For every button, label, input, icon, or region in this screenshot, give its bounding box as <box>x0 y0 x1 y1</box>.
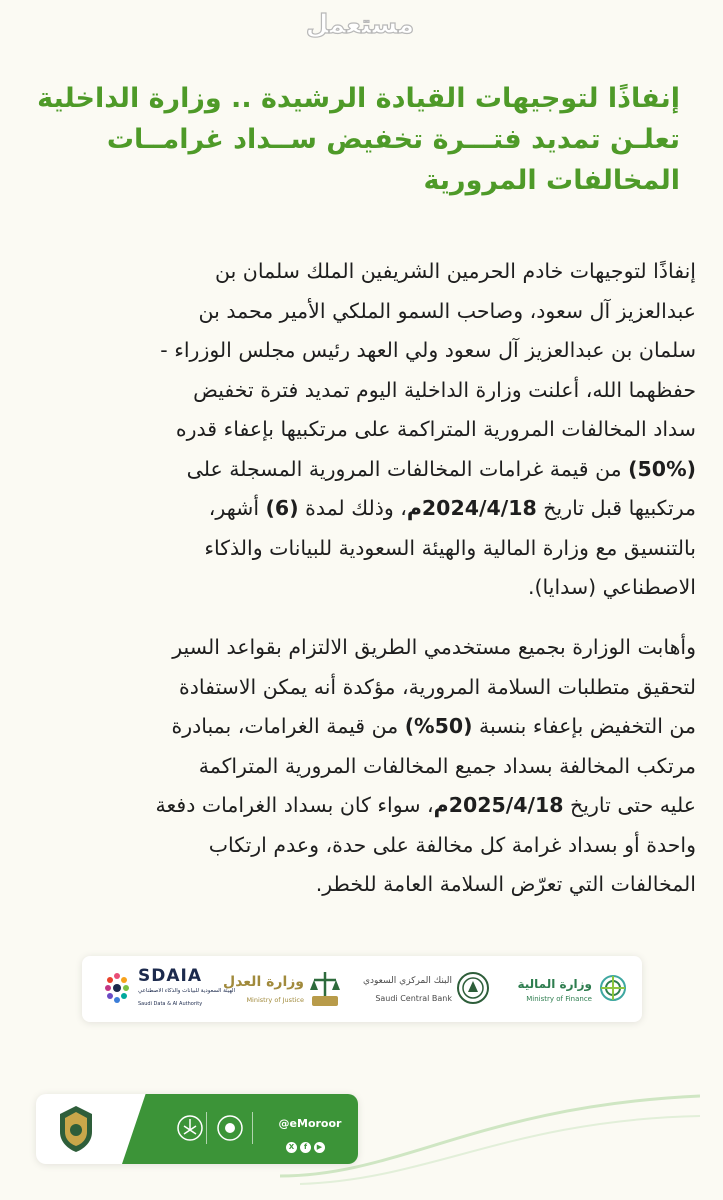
p1-line-7-b: ، وذلك لمدة <box>298 496 407 520</box>
sdaia-english-name: Saudi Data & AI Authority <box>138 1001 203 1007</box>
ministry-of-justice-logo <box>223 966 344 1012</box>
sdaia-logo <box>100 966 236 1012</box>
footer-divider <box>206 1112 207 1144</box>
scb-arabic-name: البنك المركزي السعودي <box>362 976 452 986</box>
headline-line-3: المخالفات المرورية <box>423 165 680 196</box>
moj-arabic-name: وزارة العدل <box>223 974 304 990</box>
p2-line-3-a: من التخفيض بإعفاء بنسبة <box>472 714 696 738</box>
footer-divider <box>252 1112 253 1144</box>
p1-line-7-a: مرتكبيها قبل تاريخ <box>536 496 696 520</box>
p2-line-7: المخالفات التي تعرّض السلامة العامة للخطر. <box>315 872 696 896</box>
p2-line-1: وأهابت الوزارة بجميع مستخدمي الطريق الالتزام بقواعد السير <box>172 635 696 659</box>
ministry-of-finance-icon <box>594 966 632 1012</box>
p2-line-3-b: من قيمة الغرامات، بمبادرة <box>171 714 405 738</box>
watermark-text: مستعمل <box>305 10 415 40</box>
watermark-logo <box>290 4 430 46</box>
saudi-central-bank-logo <box>362 966 492 1012</box>
moj-english-name: Ministry of Justice <box>246 996 304 1004</box>
saudi-emblem-icon <box>176 1114 204 1142</box>
p2-line-5-b: ، سواء كان بسداد الغرامات دفعة <box>155 793 434 817</box>
ministry-of-finance-logo <box>514 966 632 1012</box>
scb-english-name: Saudi Central Bank <box>375 994 452 1003</box>
sdaia-dots-icon <box>100 966 134 1012</box>
p2-line-2: لتحقيق متطلبات السلامة المرورية، مؤكدة أنه يمكن الاستفادة <box>178 674 696 699</box>
paragraph-1 <box>30 252 696 608</box>
p1-line-7 <box>30 489 696 529</box>
p1-line-7-c: أشهر، <box>208 496 266 520</box>
x-icon[interactable]: X <box>286 1142 297 1153</box>
sdaia-name: SDAIA <box>138 966 202 986</box>
p1-line-8: بالتنسيق مع وزارة المالية والهيئة السعودية للبيانات والذكاء <box>204 535 696 560</box>
facebook-icon[interactable]: f <box>300 1142 311 1153</box>
mof-arabic-name: وزارة المالية <box>517 977 592 991</box>
sdaia-arabic-name: الهيئة السعودية للبيانات والذكاء الاصطناعي <box>138 988 236 994</box>
ministry-interior-emblem-icon <box>216 1114 244 1142</box>
partner-logos-card <box>82 956 642 1022</box>
p1-line-5: سداد المخالفات المرورية المتراكمة على مرتكبيها بإعفاء قدره <box>175 417 696 441</box>
deadline-date-2024: 2024/4/18م <box>406 496 537 520</box>
discount-percent-2: (50%) <box>404 714 473 738</box>
months-count: (6) <box>265 496 299 520</box>
justice-scales-icon <box>306 966 344 1012</box>
discount-percent: (50%) <box>628 456 696 481</box>
social-handle[interactable]: @eMoroor <box>278 1117 342 1130</box>
traffic-department-emblem-icon <box>54 1104 98 1154</box>
headline <box>30 78 680 201</box>
youtube-icon[interactable]: ▶ <box>314 1142 325 1153</box>
p2-line-3 <box>30 707 696 747</box>
headline-line-1: إنفاذًا لتوجيهات القيادة الرشيدة .. وزارة الداخلية <box>37 83 680 114</box>
p2-line-6: واحدة أو بسداد غرامة كل مخالفة على حدة، وعدم ارتكاب <box>208 832 696 857</box>
p1-line-9: الاصطناعي (سدايا). <box>528 575 696 599</box>
deadline-date-2025: 2025/4/18م <box>433 793 564 817</box>
p1-line-3: سلمان بن عبدالعزيز آل سعود ولي العهد رئيس مجلس الوزراء - <box>160 338 696 362</box>
p2-line-5 <box>30 786 696 826</box>
social-icons <box>286 1134 328 1153</box>
headline-line-2: تعلـن تمديد فتـــرة تخفيض ســداد غرامــات <box>106 124 680 155</box>
p1-line-6-text: من قيمة غرامات المخالفات المرورية المسجلة على <box>186 456 629 481</box>
p2-line-4: مرتكب المخالفة بسداد جميع المخالفات المرورية المتراكمة <box>198 753 696 778</box>
paragraph-2 <box>30 628 696 905</box>
p1-line-6 <box>30 450 696 490</box>
p1-line-2: عبدالعزيز آل سعود، وصاحب السمو الملكي الأمير محمد بن <box>198 298 696 323</box>
central-bank-emblem-icon <box>454 966 492 1012</box>
p1-line-1: إنفاذًا لتوجيهات خادم الحرمين الشريفين الملك سلمان بن <box>214 259 696 283</box>
p2-line-5-a: عليه حتى تاريخ <box>563 793 696 817</box>
p1-line-4: حفظهما الله، أعلنت وزارة الداخلية اليوم تمديد فترة تخفيض <box>193 377 696 402</box>
mof-english-name: Ministry of Finance <box>526 995 592 1003</box>
